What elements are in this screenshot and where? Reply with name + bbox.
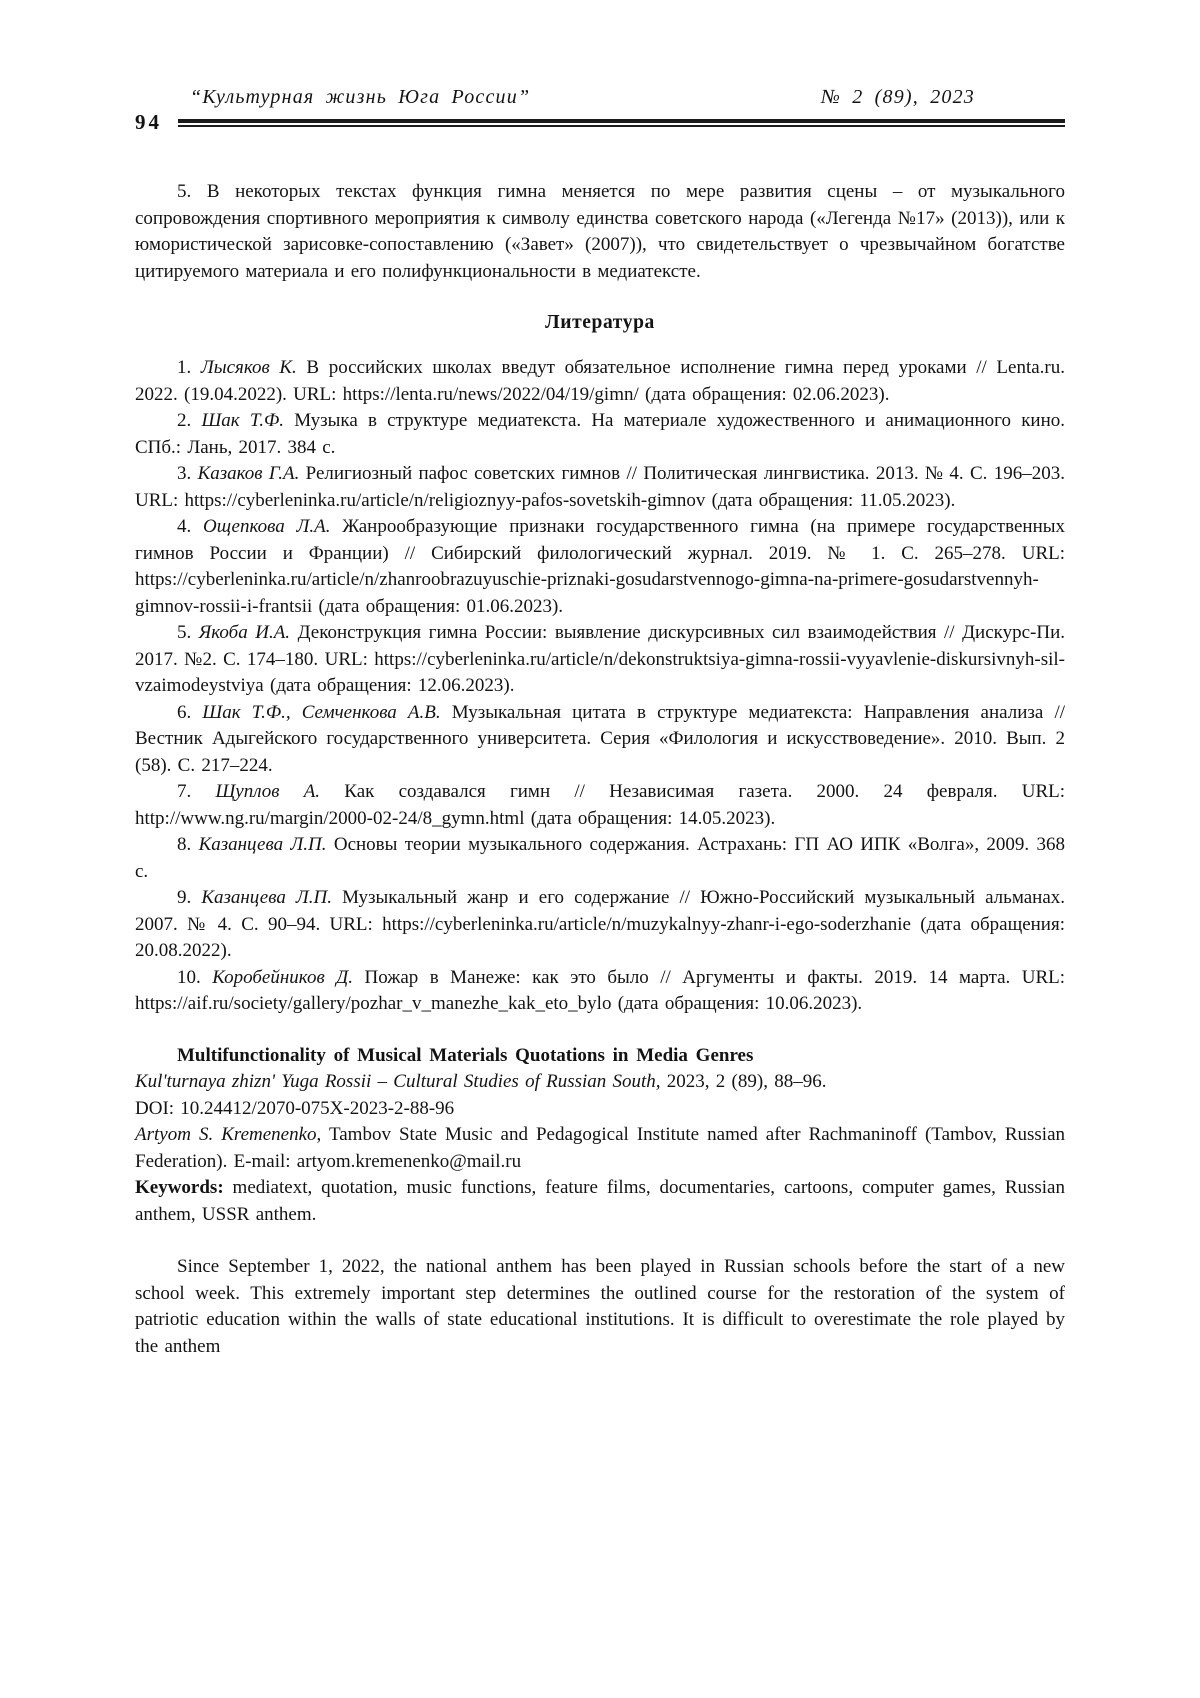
reference-item	[135, 965, 1065, 1018]
reference-author: Шак Т.Ф., Семченкова А.В.	[202, 701, 441, 723]
reference-item	[135, 408, 1065, 461]
reference-author: Казанцева Л.П.	[198, 834, 327, 855]
reference-text: Основы теории музыкального содержания. Астрахань: ГП АО ИПК «Волга», 2009. 368 с.	[135, 834, 1066, 882]
reference-item	[135, 514, 1065, 620]
reference-author: Ощепкова Л.А.	[202, 516, 331, 537]
reference-number: 7.	[177, 781, 192, 802]
reference-item	[135, 355, 1065, 408]
journal-citation-issue: 2023, 2 (89), 88–96.	[660, 1071, 827, 1092]
reference-author: Якоба И.А.	[198, 622, 291, 643]
reference-number: 4.	[177, 516, 192, 537]
header-rule-row	[135, 112, 1065, 133]
reference-number: 2.	[177, 410, 192, 431]
reference-author: Казанцева Л.П.	[201, 887, 333, 908]
author-affiliation-line	[135, 1122, 1065, 1175]
references-list	[135, 355, 1065, 1018]
reference-number: 3.	[177, 463, 192, 484]
reference-number: 10.	[177, 966, 201, 988]
journal-title: “Культурная жизнь Юга России”	[190, 86, 531, 108]
keywords-line	[135, 1175, 1065, 1228]
header-divider	[178, 119, 1065, 127]
reference-text: Пожар в Манеже: как это было // Аргументы и факты. 2019. 14 марта. URL: https://aif.ru/society/gallery/pozhar_v_manezhe_kak_eto_bylo (дата обращения: 10.06.2023).	[135, 966, 1066, 1014]
reference-item	[135, 700, 1065, 780]
reference-number: 1.	[177, 357, 192, 378]
reference-text: Религиозный пафос советских гимнов // Политическая лингвистика. 2013. № 4. С. 196–203. URL: https://cyberleninka.ru/article/n/religioznyy-pafos-sovetskih-gimnov (дата обращения: 11.05.2023).	[135, 463, 1065, 511]
english-metadata	[135, 1043, 1065, 1229]
reference-item	[135, 461, 1065, 514]
running-head	[135, 86, 1065, 109]
reference-item	[135, 779, 1065, 832]
reference-text: Музыкальная цитата в структуре медиатекста: Направления анализа // Вестник Адыгейского государственного университета. Серия «Филология и искусствоведение». 2010. Вып. 2 (58). С. 217–224.	[135, 701, 1065, 776]
reference-item	[135, 620, 1065, 700]
reference-author: Шак Т.Ф.	[201, 410, 284, 431]
english-body-paragraph: Since September 1, 2022, the national anthem has been played in Russian schools before the start of a new school week. This extremely important step determines the outlined course for the restoration of the system of patriotic education within the walls of state educational institutions. It is difficult to overestimate the role played by the anthem	[135, 1256, 1065, 1357]
reference-text: Как создавался гимн // Независимая газета. 2000. 24 февраля. URL: http://www.ng.ru/margin/2000-02-24/8_gymn.html (дата обращения: 14.05.2023).	[135, 781, 1066, 829]
references-heading: Литература	[545, 312, 655, 333]
reference-text: Музыка в структуре медиатекста. На материале художественного и анимационного кино. СПб.: Лань, 2017. 384 с.	[135, 410, 1066, 458]
keywords-text: mediatext, quotation, music functions, feature films, documentaries, cartoons, computer games, Russian anthem, USSR anthem.	[135, 1177, 1065, 1225]
reference-text: Деконструкция гимна России: выявление дискурсивных сил взаимодействия // Дискурс-Пи. 2017. №2. С. 174–180. URL: https://cyberleninka.ru/article/n/dekonstruktsiya-gimna-rossii-vyyavlenie-diskursivnyh-sil-vzaimodeystviya (дата обращения: 12.06.2023).	[135, 622, 1065, 696]
intro-paragraph: 5. В некоторых текстах функция гимна меняется по мере развития сцены – от музыкального сопровождения спортивного мероприятия к символу единства советского народа («Легенда №17» (2013)), или к юмористической зарисовке-сопоставлению («Завет» (2007)), что свидетельствует о чрезвычайном богатстве цитируемого материала и его полифункциональности в медиатексте.	[135, 181, 1065, 282]
author-name: Artyom S. Kremenenko	[135, 1124, 317, 1145]
reference-author: Щуплов А.	[215, 781, 321, 802]
page-body	[135, 179, 1065, 1360]
reference-text: Музыкальный жанр и его содержание // Южно-Российский музыкальный альманах. 2007. № 4. С. 90–94. URL: https://cyberleninka.ru/article/n/muzykalnyy-zhanr-i-ego-soderzhanie (дата обращения: 20.08.2022).	[135, 887, 1066, 961]
page-header	[135, 86, 1065, 133]
doi-line: DOI: 10.24412/2070-075X-2023-2-88-96	[135, 1097, 455, 1119]
english-title: Multifunctionality of Musical Materials Quotations in Media Genres	[177, 1044, 754, 1066]
page-number: 94	[135, 110, 162, 134]
reference-author: Лысяков К.	[200, 357, 297, 378]
reference-text: Жанрообразующие признаки государственного гимна (на примере государственных гимнов России и Франции) // Сибирский филологический журнал. 2019. № 1. С. 265–278. URL: https://cyberleninka.ru/article/n/zhanroobrazuyuschie-priznaki-gosudarstvennogo-gimna-na-primere-gosudarstvennyh-gimnov-rossii-i-frantsii (дата обращения: 01.06.2023).	[135, 516, 1066, 617]
reference-item	[135, 885, 1065, 965]
reference-number: 9.	[177, 887, 192, 908]
journal-citation-title: Kul'turnaya zhizn' Yuga Rossii – Cultural Studies of Russian South,	[135, 1071, 661, 1092]
reference-author: Казаков Г.А.	[197, 463, 300, 484]
reference-number: 8.	[177, 834, 192, 855]
reference-number: 5.	[177, 622, 192, 643]
journal-citation-line	[135, 1069, 1065, 1096]
reference-author: Коробейников Д.	[212, 966, 353, 988]
author-affiliation: , Tambov State Music and Pedagogical Institute named after Rachmaninoff (Tambov, Russian Federation). E-mail: artyom.kremenenko@mail.ru	[135, 1124, 1065, 1172]
reference-item	[135, 832, 1065, 885]
keywords-label: Keywords:	[135, 1177, 224, 1198]
issue-info: № 2 (89), 2023	[821, 86, 975, 108]
reference-text: В российских школах введут обязательное исполнение гимна перед уроками // Lenta.ru. 2022. (19.04.2022). URL: https://lenta.ru/news/2022/04/19/gimn/ (дата обращения: 02.06.2023).	[135, 357, 1066, 405]
reference-number: 6.	[177, 701, 192, 723]
